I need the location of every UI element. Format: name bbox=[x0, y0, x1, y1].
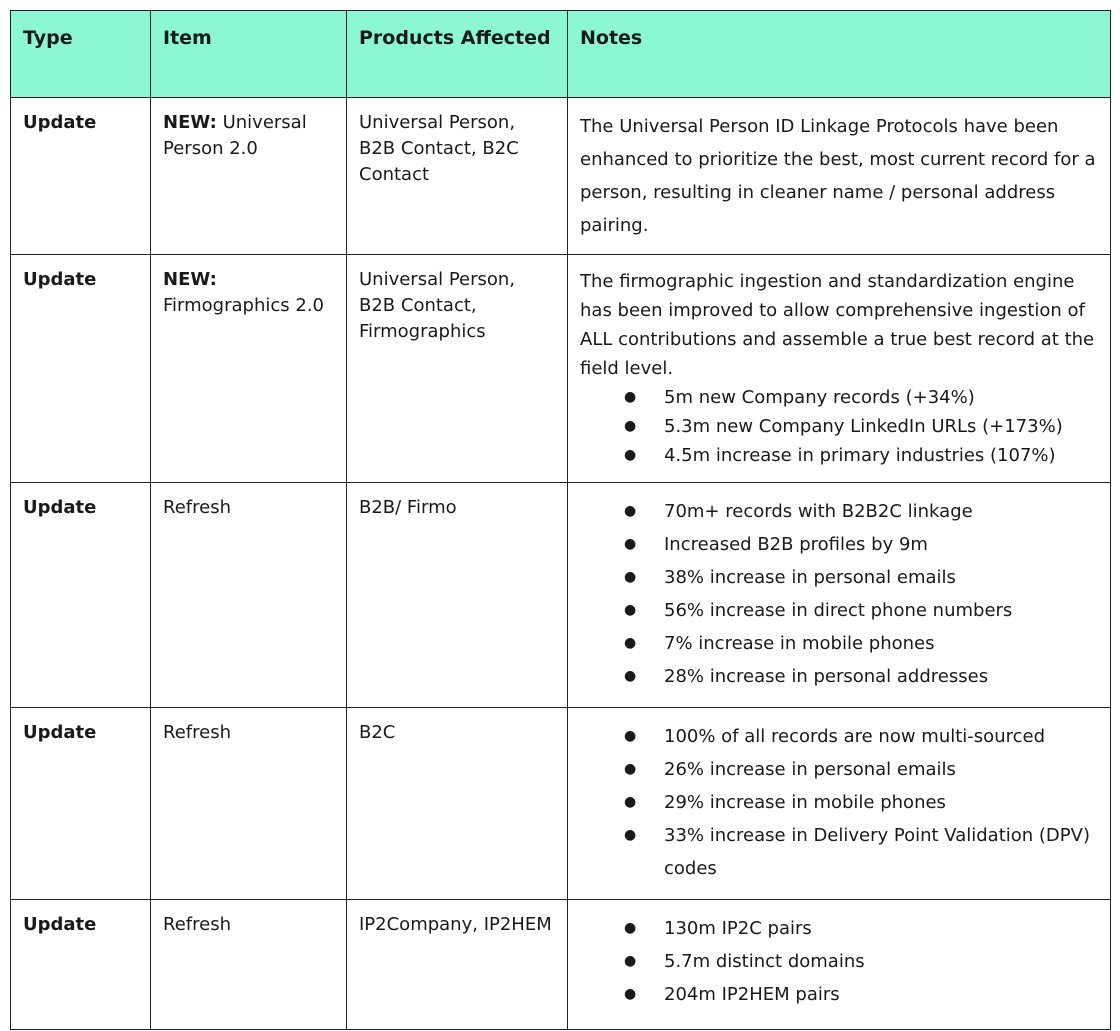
bullet-dot: ● bbox=[624, 447, 637, 463]
new-label: NEW: bbox=[163, 112, 217, 133]
row-item bbox=[151, 98, 347, 255]
bullet-dot: ● bbox=[624, 986, 637, 1002]
bullet-text: 70m+ records with B2B2C linkage bbox=[664, 501, 973, 522]
bullet-item bbox=[580, 594, 1098, 627]
row-item bbox=[151, 255, 347, 483]
row-products: Universal Person, B2B Contact, B2C Contact bbox=[347, 98, 568, 255]
row-notes bbox=[568, 483, 1111, 708]
bullet-item bbox=[580, 627, 1098, 660]
bullet-text: Increased B2B profiles by 9m bbox=[664, 534, 928, 555]
bullet-item bbox=[580, 912, 1098, 945]
bullet-text: 28% increase in personal addresses bbox=[664, 666, 989, 687]
bullet-item bbox=[580, 495, 1098, 528]
bullet-item bbox=[580, 528, 1098, 561]
bullet-text: 5.7m distinct domains bbox=[664, 951, 865, 972]
bullet-item bbox=[580, 561, 1098, 594]
row-notes bbox=[568, 98, 1111, 255]
table-row bbox=[11, 708, 1111, 900]
notes-bullets bbox=[580, 383, 1098, 470]
bullet-item bbox=[580, 383, 1098, 412]
row-type: Update bbox=[11, 900, 151, 1030]
table-row bbox=[11, 900, 1111, 1030]
bullet-text: 5m new Company records (+34%) bbox=[664, 387, 975, 408]
bullet-text: 100% of all records are now multi-sourced bbox=[664, 726, 1045, 747]
bullet-text: 26% increase in personal emails bbox=[664, 759, 956, 780]
new-label: NEW: bbox=[163, 269, 217, 290]
bullet-item bbox=[580, 978, 1098, 1011]
notes-bullets bbox=[580, 912, 1098, 1011]
row-item: Refresh bbox=[151, 900, 347, 1030]
header-item: Item bbox=[151, 11, 347, 98]
bullet-item bbox=[580, 786, 1098, 819]
notes-paragraph: The Universal Person ID Linkage Protocols have been enhanced to prioritize the best, most current record for a person, resulting in cleaner name / personal address pairing. bbox=[580, 116, 1096, 236]
row-type: Update bbox=[11, 98, 151, 255]
header-type: Type bbox=[11, 11, 151, 98]
bullet-item bbox=[580, 412, 1098, 441]
table-row bbox=[11, 255, 1111, 483]
notes-paragraph: The firmographic ingestion and standardization engine has been improved to allow comprehensive ingestion of ALL contributions and assemble a true best record at the field level. bbox=[580, 271, 1095, 379]
bullet-dot: ● bbox=[624, 668, 637, 684]
row-item: Refresh bbox=[151, 708, 347, 900]
table-row bbox=[11, 98, 1111, 255]
row-products: IP2Company, IP2HEM bbox=[347, 900, 568, 1030]
bullet-dot: ● bbox=[624, 794, 637, 810]
notes-bullets bbox=[580, 495, 1098, 693]
bullet-dot: ● bbox=[624, 827, 637, 843]
bullet-dot: ● bbox=[624, 503, 637, 519]
row-products: B2C bbox=[347, 708, 568, 900]
row-type: Update bbox=[11, 708, 151, 900]
bullet-item bbox=[580, 441, 1098, 470]
header-notes: Notes bbox=[568, 11, 1111, 98]
header-row bbox=[11, 11, 1111, 98]
bullet-dot: ● bbox=[624, 389, 637, 405]
bullet-dot: ● bbox=[624, 418, 637, 434]
bullet-dot: ● bbox=[624, 728, 637, 744]
item-text: Firmographics 2.0 bbox=[163, 295, 324, 316]
row-notes bbox=[568, 708, 1111, 900]
bullet-text: 38% increase in personal emails bbox=[664, 567, 956, 588]
bullet-dot: ● bbox=[624, 569, 637, 585]
row-item: Refresh bbox=[151, 483, 347, 708]
bullet-dot: ● bbox=[624, 602, 637, 618]
row-type: Update bbox=[11, 483, 151, 708]
row-notes bbox=[568, 900, 1111, 1030]
item-text: Universal Person 2.0 bbox=[163, 112, 307, 159]
bullet-item bbox=[580, 720, 1098, 753]
bullet-dot: ● bbox=[624, 920, 637, 936]
bullet-dot: ● bbox=[624, 953, 637, 969]
notes-bullets bbox=[580, 720, 1098, 885]
bullet-text: 7% increase in mobile phones bbox=[664, 633, 935, 654]
bullet-item bbox=[580, 753, 1098, 786]
bullet-dot: ● bbox=[624, 761, 637, 777]
bullet-text: 204m IP2HEM pairs bbox=[664, 984, 840, 1005]
bullet-text: 130m IP2C pairs bbox=[664, 918, 812, 939]
bullet-item bbox=[580, 819, 1098, 885]
bullet-text: 33% increase in Delivery Point Validation (DPV) codes bbox=[664, 825, 1090, 879]
row-type: Update bbox=[11, 255, 151, 483]
bullet-dot: ● bbox=[624, 536, 637, 552]
row-products: B2B/ Firmo bbox=[347, 483, 568, 708]
bullet-text: 5.3m new Company LinkedIn URLs (+173%) bbox=[664, 416, 1063, 437]
row-products: Universal Person, B2B Contact, Firmographics bbox=[347, 255, 568, 483]
release-notes-table bbox=[10, 10, 1111, 1030]
bullet-dot: ● bbox=[624, 635, 637, 651]
header-products: Products Affected bbox=[347, 11, 568, 98]
bullet-text: 4.5m increase in primary industries (107%) bbox=[664, 445, 1056, 466]
bullet-item bbox=[580, 660, 1098, 693]
bullet-item bbox=[580, 945, 1098, 978]
bullet-text: 29% increase in mobile phones bbox=[664, 792, 946, 813]
bullet-text: 56% increase in direct phone numbers bbox=[664, 600, 1013, 621]
row-notes bbox=[568, 255, 1111, 483]
table-row bbox=[11, 483, 1111, 708]
